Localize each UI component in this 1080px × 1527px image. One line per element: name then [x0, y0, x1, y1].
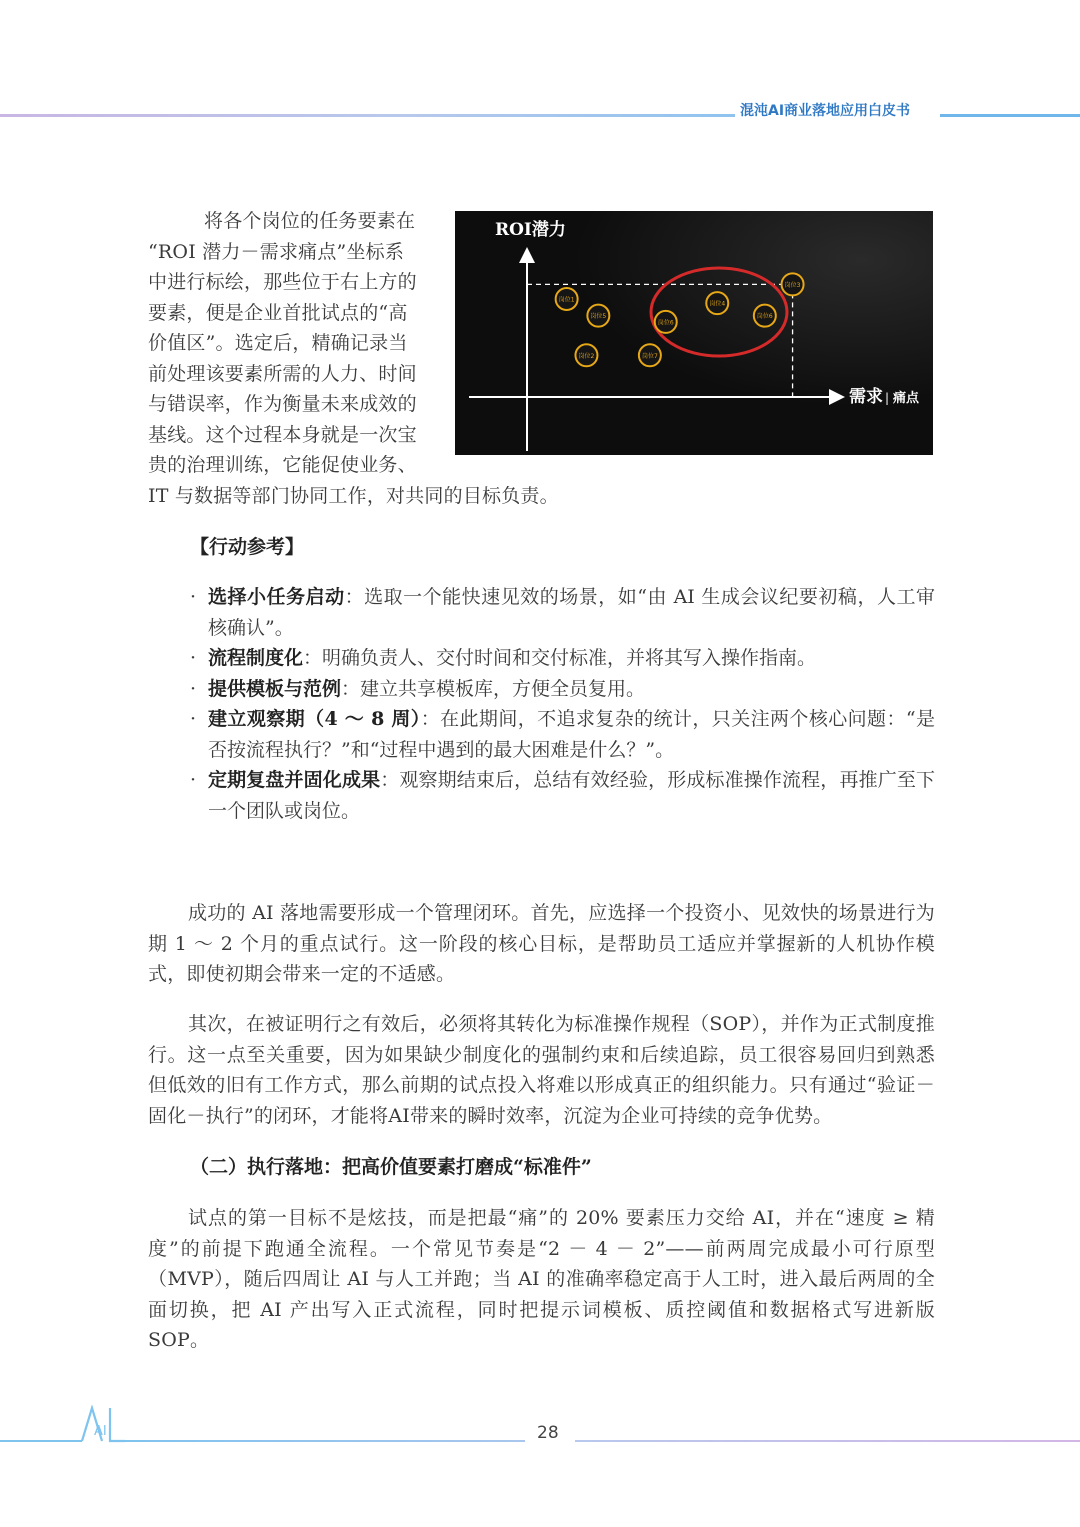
point-label: 岗位4: [709, 300, 726, 308]
point-label: 岗位1: [558, 296, 575, 304]
point-label: 岗位6: [657, 319, 674, 327]
paragraph-execution: 试点的第一目标不是炫技，而是把最“痛”的 20% 要素压力交给 AI，并在“速度 ≥ 精度”的前提下跑通全流程。一个常见节奏是“2 － 4 － 2”——前两周完成最小可行原型（MVP），随后四周让 AI 与人工并跑；当 AI 的准确率稳定高于人工时，进入最后两周的全面切换，把 AI 产出写入正式流程，同时把提示词模板、质控阈值和数据格式写进新版 SOP。: [148, 1207, 935, 1351]
intro-line: 要素，便是企业首批试点的“高: [148, 301, 408, 324]
ai-logo-text: AI: [94, 1424, 107, 1439]
intro-line: 将各个岗位的任务要素在: [204, 210, 416, 232]
item-text: ：选取一个能快速见效的场景，如“由 AI 生成会议纪要初稿，人工审核确认”。: [208, 586, 935, 639]
point-2: [587, 305, 609, 327]
action-list: [190, 582, 935, 826]
x-axis-label: 需求: [849, 387, 883, 407]
point-label: 岗位6: [756, 313, 773, 321]
y-axis-label: ROI潜力: [495, 220, 566, 240]
point-label: 岗位3: [784, 281, 801, 289]
list-item: · 提供模板与范例：建立共享模板库，方便全员复用。: [190, 677, 646, 700]
x-axis-sublabel: 痛点: [893, 391, 920, 406]
intro-line: “ROI 潜力－需求痛点”坐标系: [148, 240, 405, 263]
section-subtitle: （二）执行落地：把高价值要素打磨成“标准件”: [190, 1156, 592, 1178]
intro-line: 与错误率，作为衡量未来成效的: [148, 393, 417, 415]
intro-line-last: IT 与数据等部门协同工作，对共同的目标负责。: [148, 484, 559, 507]
point-label: 岗位7: [641, 352, 658, 360]
list-item: · 选择小任务启动：选取一个能快速见效的场景，如“由 AI 生成会议纪要初稿，人工审核确认”。: [190, 586, 935, 639]
footer-rule-right: [575, 1440, 1080, 1442]
intro-line: 中进行标绘，那些位于右上方的: [148, 271, 417, 293]
header-rule-left: [0, 114, 735, 117]
item-text: ：观察期结束后，总结有效经验，形成标准操作流程，再推广至下一个团队或岗位。: [208, 769, 935, 822]
footer-rule-pre: [0, 1440, 82, 1442]
header-title: 混沌AI商业落地应用白皮书: [740, 103, 911, 119]
intro-line: 贵的治理训练，它能促使业务、: [148, 454, 417, 476]
list-item: · 定期复盘并固化成果：观察期结束后，总结有效经验，形成标准操作流程，再推广至下一个团队或岗位。: [190, 769, 935, 822]
point-7: [754, 305, 776, 327]
item-bold: 建立观察期（4 ～ 8 周）: [208, 708, 421, 730]
chart-svg: [455, 211, 933, 455]
footer-rule-left: [125, 1440, 525, 1442]
ai-logo: [80, 1405, 130, 1443]
paragraph-sop: 其次，在被证明行之有效后，必须将其转化为标准操作规程（SOP），并作为正式制度推行。这一点至关重要，因为如果缺少制度化的强制约束和后续追踪，员工很容易回归到熟悉但低效的旧有工作方式，那么前期的试点投入将难以形成真正的组织能力。只有通过“验证－固化－执行”的闭环，才能将AI带来的瞬时效率，沉淀为企业可持续的竞争优势。: [148, 1013, 935, 1127]
point-6: [655, 311, 677, 333]
item-text: ：在此期间，不追求复杂的统计，只关注两个核心问题：“是否按流程执行？”和“过程中遇到的最大困难是什么？”。: [208, 708, 935, 761]
item-bold: 流程制度化: [208, 647, 304, 669]
list-item: · 建立观察期（4 ～ 8 周）：在此期间，不追求复杂的统计，只关注两个核心问题：“是否按流程执行？”和“过程中遇到的最大困难是什么？”。: [190, 708, 935, 761]
header-rule-right: [940, 114, 1080, 117]
action-title: 【行动参考】: [190, 536, 305, 558]
point-5: [706, 292, 728, 314]
intro-line: 价值区”。选定后，精确记录当: [148, 332, 408, 354]
item-text: ：建立共享模板库，方便全员复用。: [341, 677, 646, 700]
page-number: 28: [537, 1423, 559, 1443]
point-3: [575, 344, 597, 366]
intro-line: 前处理该要素所需的人力、时间: [148, 362, 417, 385]
point-1: [556, 288, 578, 310]
roi-demand-chart: [455, 211, 933, 455]
point-label: 岗位2: [578, 352, 595, 360]
item-bold: 选择小任务启动: [208, 586, 345, 608]
item-text: ：明确负责人、交付时间和交付标准，并将其写入操作指南。: [303, 647, 817, 669]
intro-paragraph: [148, 206, 559, 511]
x-axis-separator: |: [885, 391, 890, 405]
point-label: 岗位5: [590, 313, 607, 321]
paragraph-closed-loop: 成功的 AI 落地需要形成一个管理闭环。首先，应选择一个投资小、见效快的场景进行为期 1 ～ 2 个月的重点试行。这一阶段的核心目标，是帮助员工适应并掌握新的人机协作模式，即使初期会带来一定的不适感。: [148, 902, 935, 985]
item-bold: 提供模板与范例: [208, 677, 342, 700]
intro-line: 基线。这个过程本身就是一次宝: [148, 423, 417, 446]
point-8: [782, 273, 804, 295]
point-4: [639, 344, 661, 366]
list-item: · 流程制度化：明确负责人、交付时间和交付标准，并将其写入操作指南。: [190, 647, 817, 669]
item-bold: 定期复盘并固化成果: [208, 769, 381, 791]
